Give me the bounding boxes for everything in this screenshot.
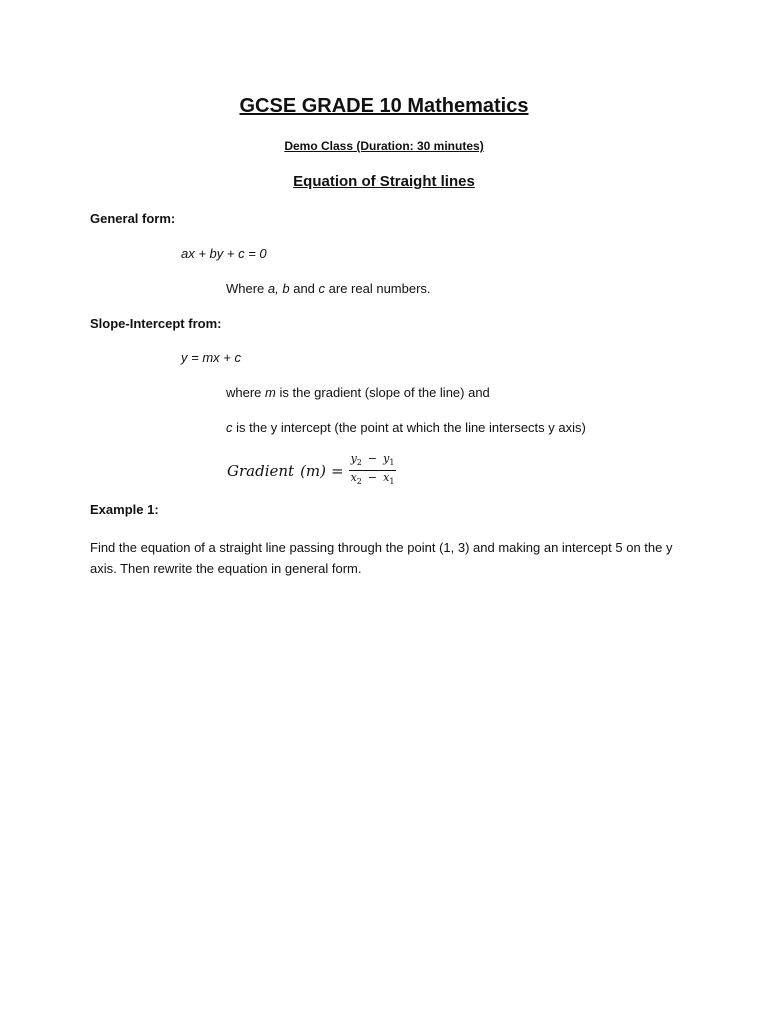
gradient-formula-equals: = [331, 461, 344, 480]
example-label: Example 1: [90, 502, 159, 517]
gradient-fraction [349, 452, 397, 489]
numerator-minus: − [367, 452, 378, 465]
document-title: GCSE GRADE 10 Mathematics [239, 95, 529, 117]
general-form-equation: ax + by + c = 0 [181, 246, 267, 261]
var-b: b [282, 281, 290, 296]
fraction-numerator [349, 452, 397, 470]
slope-intercept-label: Slope-Intercept from: [90, 316, 222, 331]
denominator-x2: x [350, 471, 357, 485]
denominator-x1: x [383, 471, 390, 485]
intercept-description-suffix: is the y intercept (the point at which the line intersects y axis) [232, 420, 586, 435]
section-heading: Equation of Straight lines [293, 173, 475, 190]
gradient-formula-lhs: Gradient [227, 461, 295, 480]
var-m: m [265, 385, 276, 400]
example-text: Find the equation of a straight line passing through the point (1, 3) and making an intercept 5 on the y axis. Then rewrite the equation in general form. [90, 540, 673, 576]
gradient-description-suffix: is the gradient (slope of the line) and [275, 385, 490, 400]
fraction-denominator [349, 471, 397, 489]
where-prefix: Where [226, 281, 268, 296]
gradient-formula [227, 452, 396, 489]
gradient-description-prefix: where [226, 385, 266, 400]
numerator-y2-sub: 2 [356, 458, 362, 468]
numerator-y2: y [350, 452, 357, 465]
slope-intercept-equation: y = mx + c [181, 350, 241, 365]
numerator-y1: y [383, 452, 390, 465]
denominator-x2-sub: 2 [356, 477, 362, 487]
denominator-minus: − [367, 471, 378, 485]
document-subtitle: Demo Class (Duration: 30 minutes) [284, 139, 484, 153]
and-word: and [289, 281, 319, 296]
intercept-description [226, 420, 586, 435]
numerator-y1-sub: 1 [389, 458, 395, 468]
general-form-description [226, 281, 431, 296]
gradient-description [226, 385, 490, 400]
where-suffix: are real numbers. [325, 281, 431, 296]
var-c: c [318, 281, 326, 296]
var-c-intercept: c [226, 420, 233, 435]
general-form-label: General form: [90, 211, 176, 226]
var-a: a, [267, 281, 279, 296]
gradient-formula-var: (m) [300, 461, 326, 480]
denominator-x1-sub: 1 [389, 477, 395, 487]
